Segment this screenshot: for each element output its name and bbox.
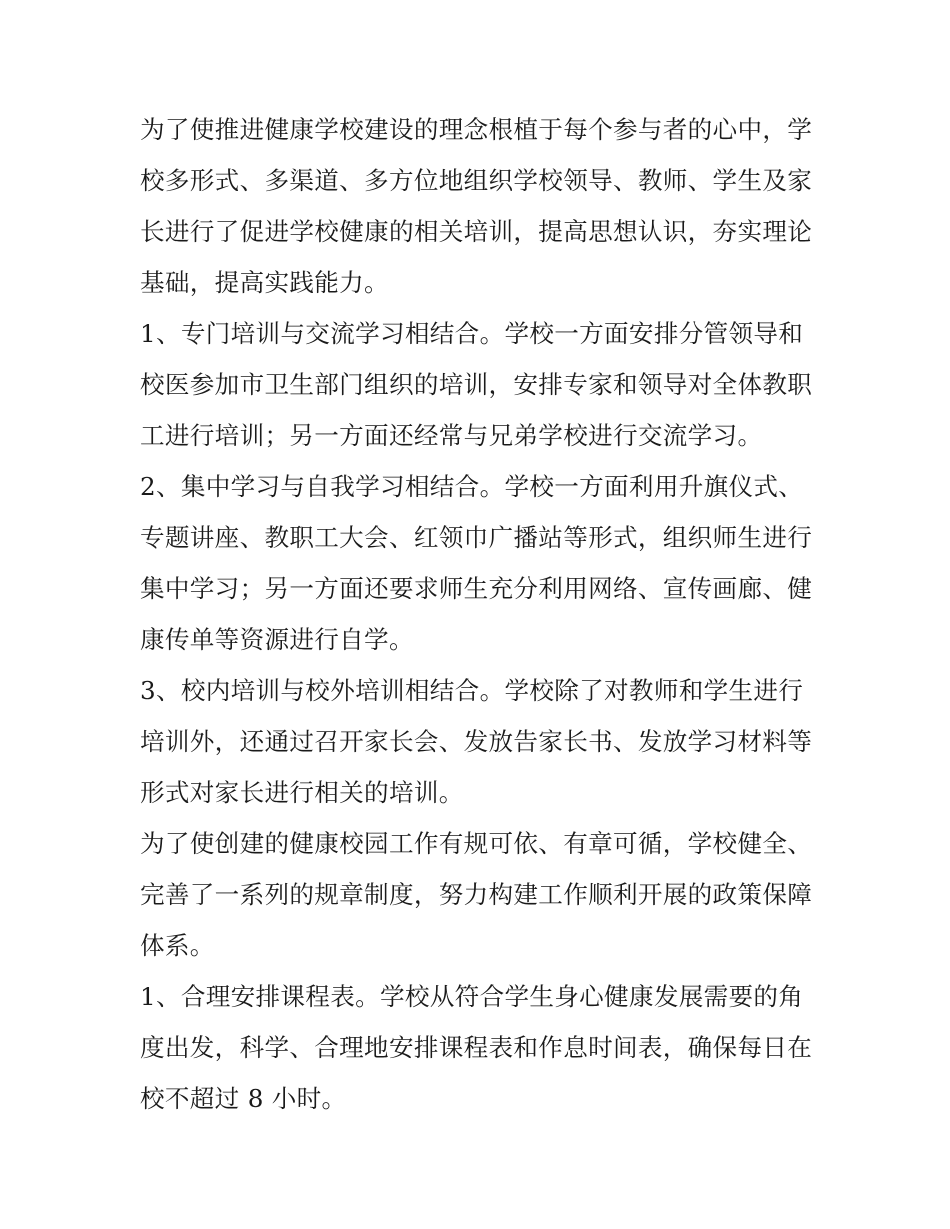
paragraph-intro-rules: 为了使创建的健康校园工作有规可依、有章可循，学校健全、完善了一系列的规章制度，努力构建工作顺利开展的政策保障体系。 [140,829,813,960]
paragraph-item-1-schedule: 1、合理安排课程表。学校从符合学生身心健康发展需要的角度出发，科学、合理地安排课程表和作息时间表，确保每日在校不超过 8 小时。 [140,982,813,1113]
paragraph-item-1-training: 1、专门培训与交流学习相结合。学校一方面安排分管领导和校医参加市卫生部门组织的培训，安排专家和领导对全体教职工进行培训；另一方面还经常与兄弟学校进行交流学习。 [140,319,813,450]
document-body [140,104,814,1124]
paragraph-intro-training: 为了使推进健康学校建设的理念根植于每个参与者的心中，学校多形式、多渠道、多方位地组织学校领导、教师、学生及家长进行了促进学校健康的相关培训，提高思想认识，夯实理论基础，提高实践能力。 [140,115,813,297]
paragraph-item-3-training: 3、校内培训与校外培训相结合。学校除了对教师和学生进行培训外，还通过召开家长会、发放告家长书、发放学习材料等形式对家长进行相关的培训。 [140,676,813,807]
paragraph-item-2-training: 2、集中学习与自我学习相结合。学校一方面利用升旗仪式、专题讲座、教职工大会、红领巾广播站等形式，组织师生进行集中学习；另一方面还要求师生充分利用网络、宣传画廊、健康传单等资源进行自学。 [140,472,813,654]
